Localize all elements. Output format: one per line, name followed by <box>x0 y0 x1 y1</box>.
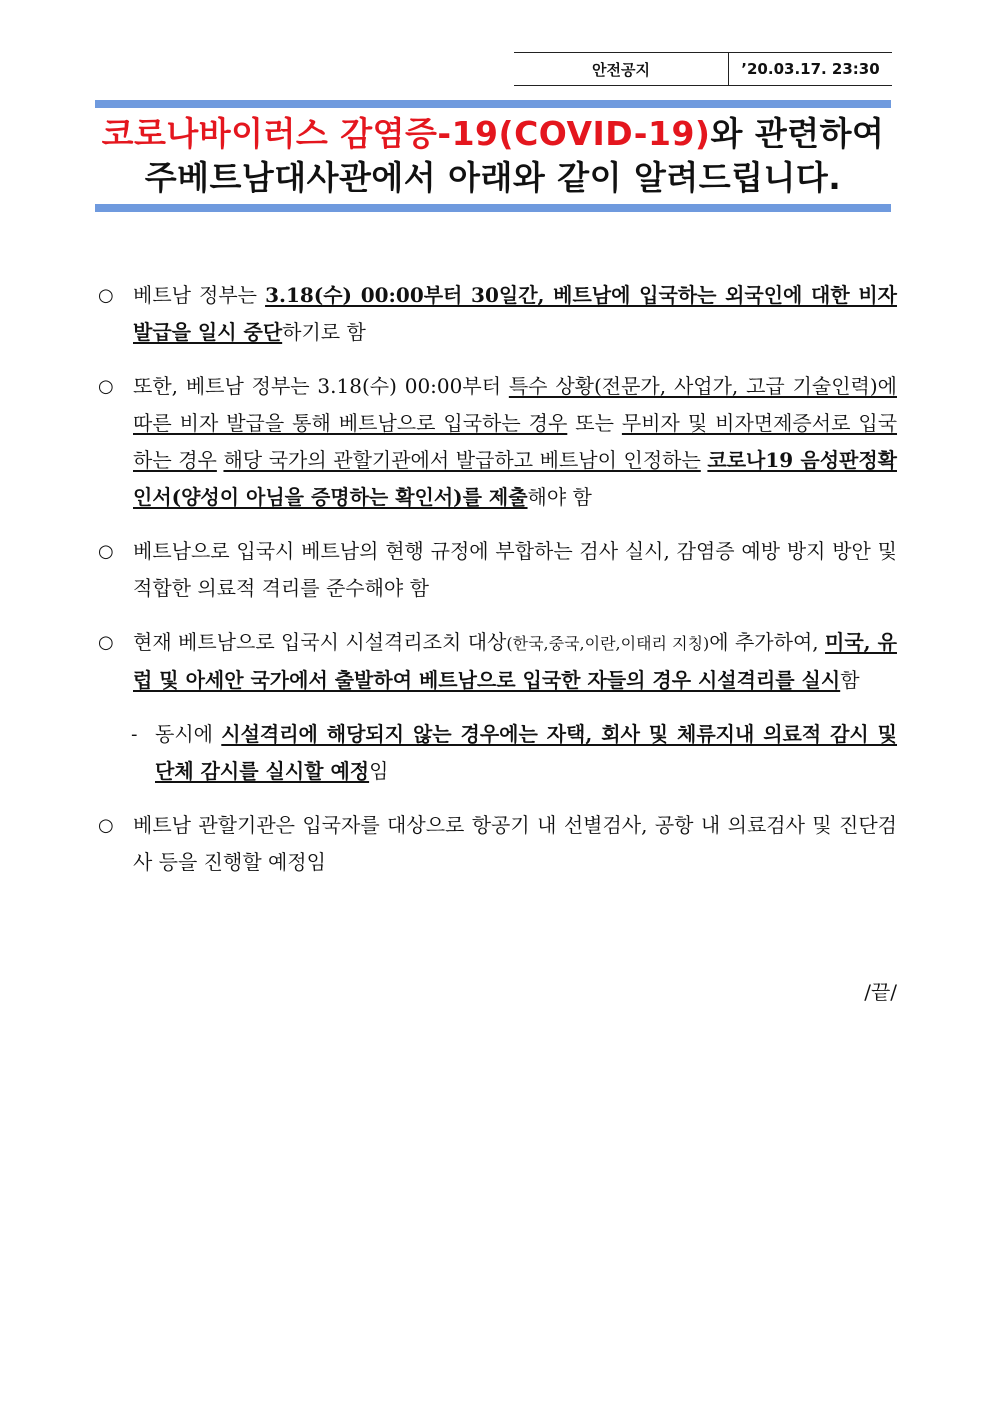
title-black-text: 와 관련하여 <box>710 114 885 153</box>
bullet-icon: ○ <box>98 815 114 836</box>
subparagraph-monitoring: - 동시에 시설격리에 해당되지 않는 경우에는 자택, 회사 및 체류지내 의료적 감시 및 단체 감시를 실시할 예정임 <box>95 716 897 790</box>
paragraph-visa-suspension: ○ 베트남 정부는 3.18(수) 00:00부터 30일간, 베트남에 입국하는 외국인에 대한 비자 발급을 일시 중단하기로 함 <box>95 277 897 351</box>
header-info-table <box>514 52 892 86</box>
title-top-bar <box>95 100 891 108</box>
highlight-text: 미국, 유럽 및 아세안 국가에서 출발하여 베트남으로 입국한 자들의 경우 시설격리를 실시 <box>133 630 897 692</box>
paragraph-screening: ○ 베트남 관할기관은 입국자를 대상으로 항공기 내 선별검사, 공항 내 의료검사 및 진단검사 등을 진행할 예정임 <box>95 807 897 881</box>
highlight-text: 코로나19 음성판정확인서(양성이 아님을 증명하는 확인서)를 제출 <box>133 448 897 509</box>
bullet-icon: ○ <box>98 376 114 397</box>
bullet-icon: ○ <box>98 632 114 653</box>
underlined-text: 무비자 및 비자면제증서로 입국하는 경우 <box>133 411 898 472</box>
paragraph-facility-quarantine: ○ 현재 베트남으로 입국시 시설격리조치 대상(한국,중국,이란,이태리 지칭)에 추가하여, 미국, 유럽 및 아세안 국가에서 출발하여 베트남으로 입국한 자들의 경우 시설격리를 실시함 <box>95 624 897 699</box>
page-title <box>95 112 891 200</box>
title-red-text: 코로나바이러스 감염증-19(COVID-19) <box>101 114 711 153</box>
header-category: 안전공지 <box>514 53 729 85</box>
title-bottom-bar <box>95 204 891 212</box>
bullet-icon: ○ <box>98 285 114 306</box>
paragraph-entry-inspection: ○ 베트남으로 입국시 베트남의 현행 규정에 부합하는 검사 실시, 감염증 예방 방지 방안 및 적합한 의료적 격리를 준수해야 함 <box>95 533 897 607</box>
notice-body <box>95 277 897 898</box>
title-line-2: 주베트남대사관에서 아래와 같이 알려드립니다. <box>144 158 842 197</box>
highlight-text: 3.18(수) 00:00부터 30일간, 베트남에 입국하는 외국인에 대한 비자 발급을 일시 중단 <box>133 283 897 344</box>
title-line-1 <box>95 112 891 156</box>
bullet-icon: ○ <box>98 541 114 562</box>
dash-icon: - <box>131 724 138 745</box>
closing-mark: /끝/ <box>864 980 897 1004</box>
header-datetime: ’20.03.17. 23:30 <box>741 60 880 78</box>
paragraph-negative-certificate: ○ 또한, 베트남 정부는 3.18(수) 00:00부터 특수 상황(전문가, 사업가, 고급 기술인력)에 따른 비자 발급을 통해 베트남으로 입국하는 경우 또는 무비자 및 비자면제증서로 입국하는 경우 해당 국가의 관할기관에서 발급하고 베트남이 인정하는 코로나19 음성판정확인서(양성이 아님을 증명하는 확인서)를 제출해야 함 <box>95 368 897 516</box>
underlined-text: 해당 국가의 관할기관에서 발급하고 베트남이 인정하는 <box>223 448 701 472</box>
highlight-text: 시설격리에 해당되지 않는 경우에는 자택, 회사 및 체류지내 의료적 감시 및 단체 감시를 실시할 예정 <box>155 722 897 783</box>
underlined-text: 특수 상황(전문가, 사업가, 고급 기술인력)에 따른 비자 발급을 통해 베트남으로 입국하는 경우 <box>133 374 897 435</box>
